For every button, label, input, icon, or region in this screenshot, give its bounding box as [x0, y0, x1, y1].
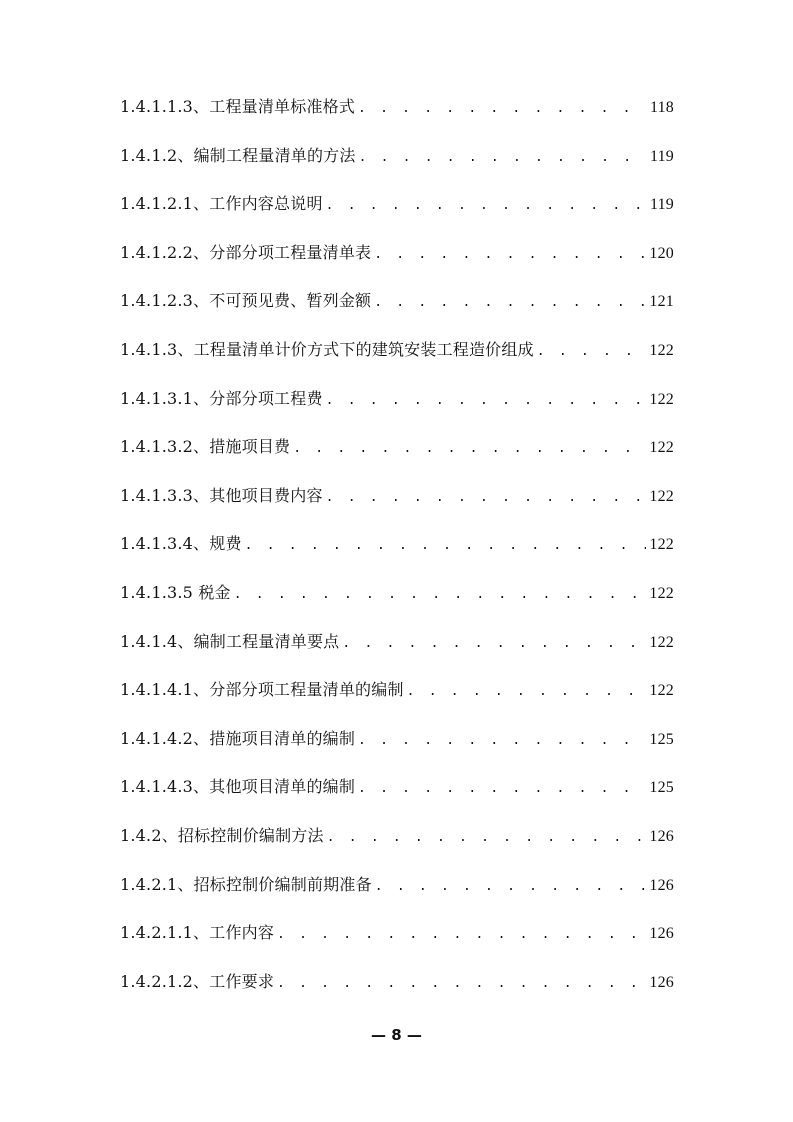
- toc-entry-title: 1.4.1.1.3、工程量清单标准格式: [120, 97, 356, 116]
- toc-entry-page: 126: [649, 973, 674, 991]
- toc-entry-title: 1.4.1.3.1、分部分项工程费: [120, 388, 323, 408]
- toc-entry-page: 125: [649, 779, 674, 797]
- toc-entry-page: 122: [649, 633, 674, 651]
- page-number: — 8 —: [371, 1026, 422, 1044]
- toc-entry-page: 118: [649, 99, 674, 116]
- toc-entry-title: 1.4.1.2.2、分部分项工程量清单表: [120, 242, 372, 262]
- toc-dot-leader: [407, 684, 647, 699]
- toc-entry[interactable]: [120, 580, 674, 629]
- toc-dot-leader: [277, 976, 646, 991]
- toc-entry-title: 1.4.1.2、编制工程量清单的方法: [120, 145, 356, 165]
- toc-entry[interactable]: [120, 94, 674, 143]
- toc-dot-leader: [326, 198, 647, 213]
- toc-entry-title: 1.4.1.3.4、规费: [120, 534, 242, 554]
- toc-entry-title: 1.4.2.1、招标控制价编制前期准备: [120, 874, 372, 894]
- toc-entry-title: 1.4.1.3.5 税金: [120, 582, 231, 602]
- toc-entry[interactable]: [120, 531, 674, 580]
- toc-entry[interactable]: [120, 337, 674, 386]
- toc-dot-leader: [375, 879, 647, 894]
- toc-entry-page: 122: [649, 487, 674, 505]
- toc-dot-leader: [234, 587, 647, 602]
- toc-entry[interactable]: [120, 483, 674, 532]
- toc-dot-leader: [245, 538, 647, 553]
- toc-dot-leader: [537, 344, 647, 359]
- toc-entry-page: 122: [649, 536, 674, 554]
- toc-dot-leader: [326, 490, 647, 505]
- toc-entry-page: 121: [649, 293, 674, 311]
- toc-entry[interactable]: [120, 920, 674, 969]
- toc-dot-leader: [359, 150, 647, 165]
- toc-entry-title: 1.4.1.2.3、不可预见费、暂列金额: [120, 291, 372, 311]
- toc-entry-page: 120: [649, 244, 674, 262]
- toc-dot-leader: [293, 441, 646, 456]
- toc-entry-title: 1.4.1.4、编制工程量清单要点: [120, 631, 340, 651]
- toc-entry-title: 1.4.1.3.3、其他项目费内容: [120, 485, 323, 505]
- toc-entry-page: 126: [649, 876, 674, 894]
- toc-entry-page: 122: [649, 341, 674, 359]
- toc-entry-title: 1.4.2、招标控制价编制方法: [120, 825, 324, 845]
- toc-entry[interactable]: [120, 191, 674, 240]
- toc-dot-leader: [374, 247, 646, 262]
- toc-entry[interactable]: [120, 677, 674, 726]
- toc-entry-page: 122: [649, 390, 674, 408]
- toc-entry-title: 1.4.1.4.3、其他项目清单的编制: [120, 777, 356, 797]
- toc-entry-title: 1.4.1.2.1、工作内容总说明: [120, 194, 323, 214]
- toc-entry[interactable]: [120, 726, 674, 775]
- toc-entry-title: 1.4.2.1.2、工作要求: [120, 971, 275, 991]
- toc-dot-leader: [358, 733, 646, 748]
- toc-entry-title: 1.4.2.1.1、工作内容: [120, 923, 275, 943]
- toc-entry-page: 122: [649, 584, 674, 602]
- toc-entry-page: 122: [649, 682, 674, 700]
- toc-entry[interactable]: [120, 872, 674, 921]
- toc-entry[interactable]: [120, 774, 674, 823]
- toc-entry[interactable]: [120, 434, 674, 483]
- toc-dot-leader: [327, 830, 647, 845]
- toc-entry[interactable]: [120, 288, 674, 337]
- toc-entry-title: 1.4.1.3.2、措施项目费: [120, 437, 291, 457]
- toc-entry[interactable]: [120, 143, 674, 192]
- toc-entry-page: 119: [649, 196, 674, 214]
- toc-dot-leader: [374, 295, 646, 310]
- toc-entry-title: 1.4.1.4.1、分部分项工程量清单的编制: [120, 680, 404, 700]
- toc-entry[interactable]: [120, 629, 674, 678]
- toc-dot-leader: [277, 927, 646, 942]
- toc-entry[interactable]: [120, 240, 674, 289]
- toc-entry-title: 1.4.1.4.2、措施项目清单的编制: [120, 728, 356, 748]
- toc-dot-leader: [342, 636, 646, 651]
- toc-entry[interactable]: [120, 969, 674, 1018]
- toc-entry-page: 122: [649, 439, 674, 457]
- toc-entry-page: 119: [649, 147, 674, 165]
- toc-entry-page: 126: [649, 827, 674, 845]
- toc-dot-leader: [358, 101, 647, 116]
- toc-dot-leader: [326, 393, 647, 408]
- toc-entry[interactable]: [120, 386, 674, 435]
- toc-entry-page: 125: [649, 730, 674, 748]
- toc-entry-page: 126: [649, 925, 674, 943]
- toc-dot-leader: [358, 781, 646, 796]
- toc-entry[interactable]: [120, 823, 674, 872]
- table-of-contents: [120, 94, 674, 1017]
- toc-entry-title: 1.4.1.3、工程量清单计价方式下的建筑安装工程造价组成: [120, 339, 534, 359]
